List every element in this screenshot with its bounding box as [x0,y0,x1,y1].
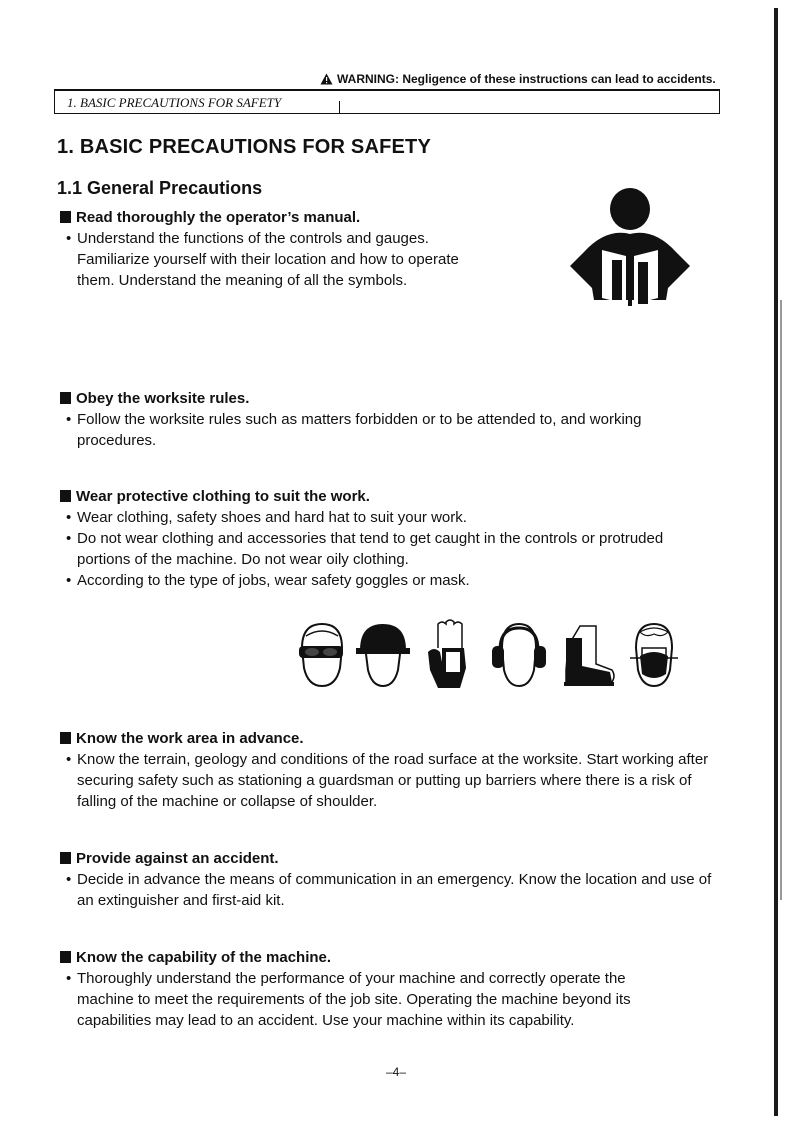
section-work-area [60,729,730,812]
section-heading [60,389,700,409]
section-header-label: 1. BASIC PRECAUTIONS FOR SAFETY [67,95,282,110]
section-heading-text: Know the capability of the machine. [76,949,332,966]
list-item: • According to the type of jobs, wear safety goggles or mask. [60,570,720,591]
list-item: • Thoroughly understand the performance of your machine and correctly operate the machine to meet the requirements of the job site. Operating the machine beyond its capabilities may lead to an accident. Use your machine within its capability. [60,968,670,1031]
safety-boot-icon [562,624,616,688]
section-heading [60,948,670,968]
square-bullet-icon [60,852,71,864]
square-bullet-icon [60,392,71,404]
warning-triangle-icon [320,73,333,85]
header-divider [339,101,340,113]
section-heading-text: Provide against an accident. [76,850,279,867]
warning-notice [320,72,720,86]
bullet-list [60,968,670,1031]
page-title: 1. BASIC PRECAUTIONS FOR SAFETY [57,136,432,158]
bullet-list [60,409,700,451]
section-heading-text: Know the work area in advance. [76,730,304,747]
list-item: • Decide in advance the means of communication in an emergency. Know the location and use of an extinguisher and first-aid kit. [60,869,730,911]
section-header-box [54,89,720,114]
hard-hat-icon [356,622,410,688]
square-bullet-icon [60,951,71,963]
scan-edge-bar [774,8,778,1116]
section-heading [60,849,730,869]
section-heading [60,729,730,749]
bullet-list [60,228,460,291]
protective-gear-icons [296,618,686,692]
scan-edge-shadow [780,300,782,900]
section-heading-text: Wear protective clothing to suit the work. [76,488,370,505]
section-capability [60,948,670,1031]
subsection-title: 1.1 General Precautions [57,178,263,198]
list-item: • Understand the functions of the controls and gauges. Familiarize yourself with their location and how to operate them. Understand the meaning of all the symbols. [60,228,460,291]
section-read-manual [60,208,460,291]
page-number: –4– [385,1065,407,1079]
reading-manual-icon [566,188,694,314]
list-item: • Wear clothing, safety shoes and hard hat to suit your work. [60,507,720,528]
list-item: • Know the terrain, geology and conditions of the road surface at the worksite. Start working after securing safety such as stationing a guardsman or putting up barriers where there is a risk of falling of the machine or collapse of shoulder. [60,749,730,812]
list-item: • Follow the worksite rules such as matters forbidden or to be attended to, and working procedures. [60,409,700,451]
square-bullet-icon [60,211,71,223]
glove-icon [424,618,470,690]
square-bullet-icon [60,490,71,502]
section-heading [60,487,720,507]
bullet-list [60,507,720,591]
section-accident [60,849,730,911]
section-heading [60,208,460,228]
list-item: • Do not wear clothing and accessories that tend to get caught in the controls or protruded portions of the machine. Do not wear oily clothing. [60,528,720,570]
section-protective-clothing [60,487,720,591]
dust-mask-icon [628,622,680,688]
section-heading-text: Obey the worksite rules. [76,390,250,407]
square-bullet-icon [60,732,71,744]
section-worksite-rules [60,389,700,451]
bullet-list [60,749,730,812]
bullet-list [60,869,730,911]
warning-text: WARNING: Negligence of these instructions can lead to accidents. [337,72,716,86]
section-heading-text: Read thoroughly the operator’s manual. [76,209,361,226]
ear-protection-icon [492,622,546,688]
safety-goggles-icon [296,622,346,688]
